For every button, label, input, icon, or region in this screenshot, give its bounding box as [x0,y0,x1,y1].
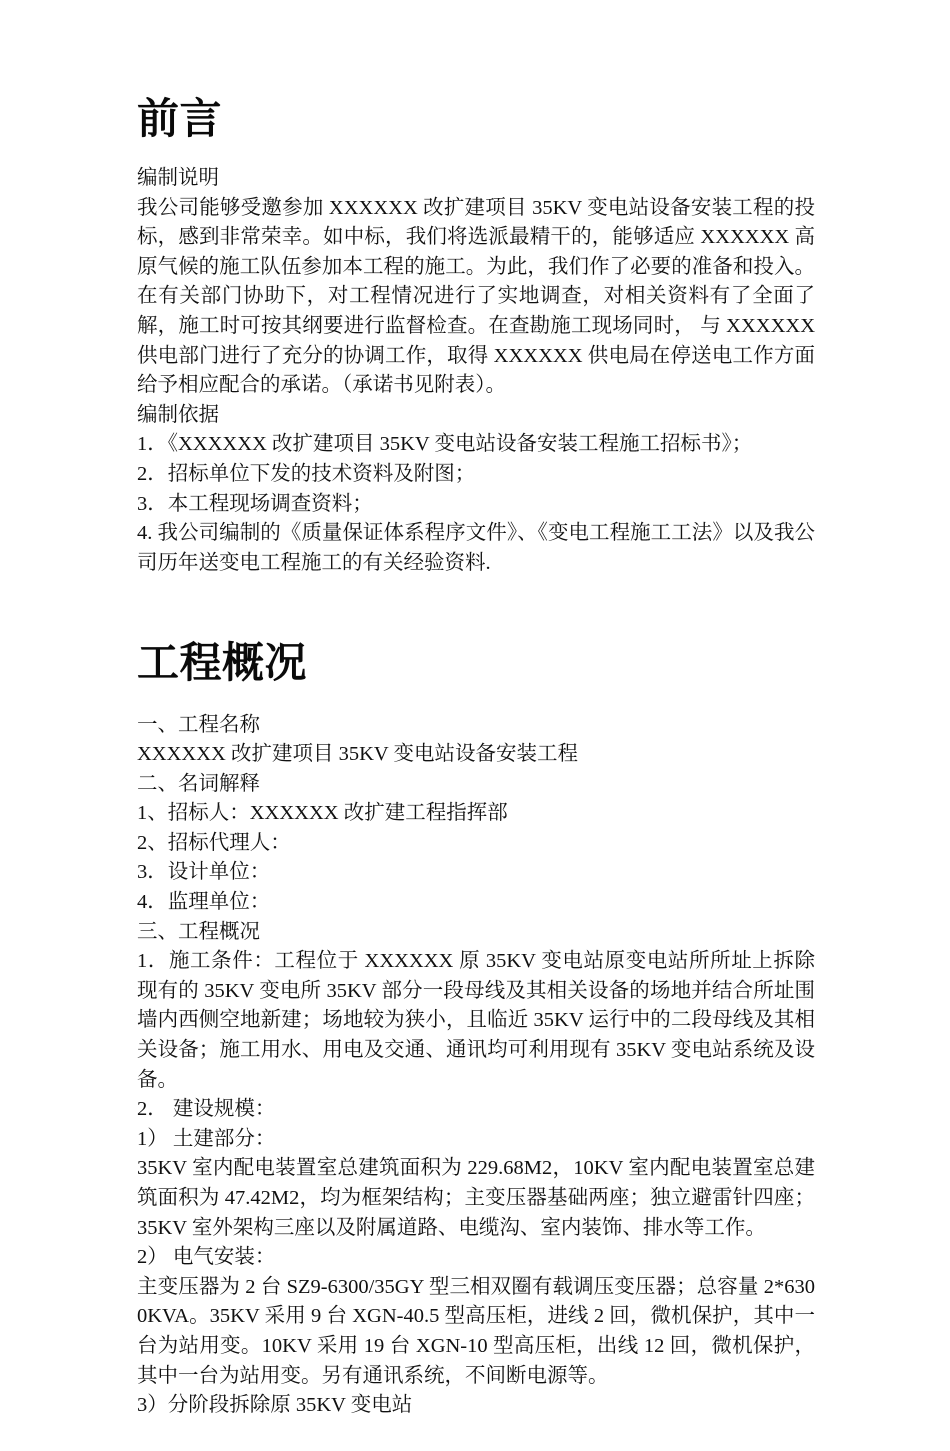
overview-item-supervision-unit: 4．监理单位： [137,891,271,914]
spacer [137,142,815,164]
overview-electrical-label: 2） 电气安装： [137,1246,276,1269]
basis-subtitle: 编制依据 [137,403,219,426]
overview-civil-works-label: 1） 土建部分： [137,1127,276,1150]
overview-item-project-name-value: XXXXXX 改扩建项目 35KV 变电站设备安装工程 [137,743,578,766]
overview-electrical-body: 主变压器为 2 台 SZ9-6300/35GY 型三相双圈有载调压变压器；总容量 2*6300KVA。35KV 采用 9 台 XGN-40.5 型高压柜，进线 2 回，微机保护，其中一台为站用变。10KV 采用 19 台 XGN-10 型高压柜，出线 12 回，微机保护，其中一台为站用变。另有通讯系统，不间断电源等。 [137,1275,815,1387]
overview-item-design-unit: 3．设计单位： [137,861,271,884]
overview-item-project-name-label: 一、工程名称 [137,713,260,736]
preface-paragraph: 我公司能够受邀参加 XXXXXX 改扩建项目 35KV 变电站设备安装工程的投标，感到非常荣幸。如中标，我们将选派最精干的，能够适应 XXXXXX 高原气候的施工队伍参加本工程的施工。为此，我们作了必要的准备和投入。在有关部门协助下，对工程情况进行了实地调查，对相关资料有了全面了解，施工时可按其纲要进行监督检查。在查勘施工现场同时， 与 XXXXXX 供电部门进行了充分的协调工作，取得 XXXXXX 供电局在停送电工作方面给予相应配合的承诺。（承诺书见附表）。 [137,196,815,397]
page-title-preface: 前言 [137,97,223,143]
preface-subtitle: 编制说明 [137,167,219,190]
basis-item-1: 1．《XXXXXX 改扩建项目 35KV 变电站设备安装工程施工招标书》； [137,433,753,456]
section-preface [137,0,815,142]
overview-scale-label: 2． 建设规模： [137,1098,276,1121]
spacer [137,1421,815,1451]
overview-demolition-phase: 3）分阶段拆除原 35KV 变电站 [137,1394,413,1417]
overview-civil-works-body: 35KV 室内配电装置室总建筑面积为 229.68M2，10KV 室内配电装置室总建筑面积为 47.42M2，均为框架结构；主变压器基础两座；独立避雷针四座；35KV 室外架构三座以及附属道路、电缆沟、室内装饰、排水等工作。 [137,1157,815,1239]
basis-item-3: 3．本工程现场调查资料； [137,492,373,515]
overview-item-terms-label: 二、名词解释 [137,772,260,795]
document-content [137,0,815,1451]
basis-item-4: 4. 我公司编制的《质量保证体系程序文件》、《变电工程施工工法》以及我公司历年送变电工程施工的有关经验资料. [137,522,815,574]
page-title-project-overview: 工程概况 [137,641,308,688]
basis-item-2: 2．招标单位下发的技术资料及附图； [137,463,476,486]
overview-item-overview-label: 三、工程概况 [137,920,260,943]
overview-item-tender-agent: 2、招标代理人： [137,831,291,854]
overview-construction-conditions: 1．施工条件：工程位于 XXXXXX 原 35KV 变电站原变电站所所址上拆除现有的 35KV 变电所 35KV 部分一段母线及其相关设备的场地并结合所址围墙内西侧空地新建；场地较为狭小，且临近 35KV 运行中的二段母线及其相关设备；施工用水、用电及交通、通讯均可利用现有 35KV 变电站系统及设备。 [137,950,815,1091]
overview-item-tenderer: 1、招标人：XXXXXX 改扩建工程指挥部 [137,802,508,825]
spacer [137,687,815,711]
section-project-overview [137,578,815,686]
